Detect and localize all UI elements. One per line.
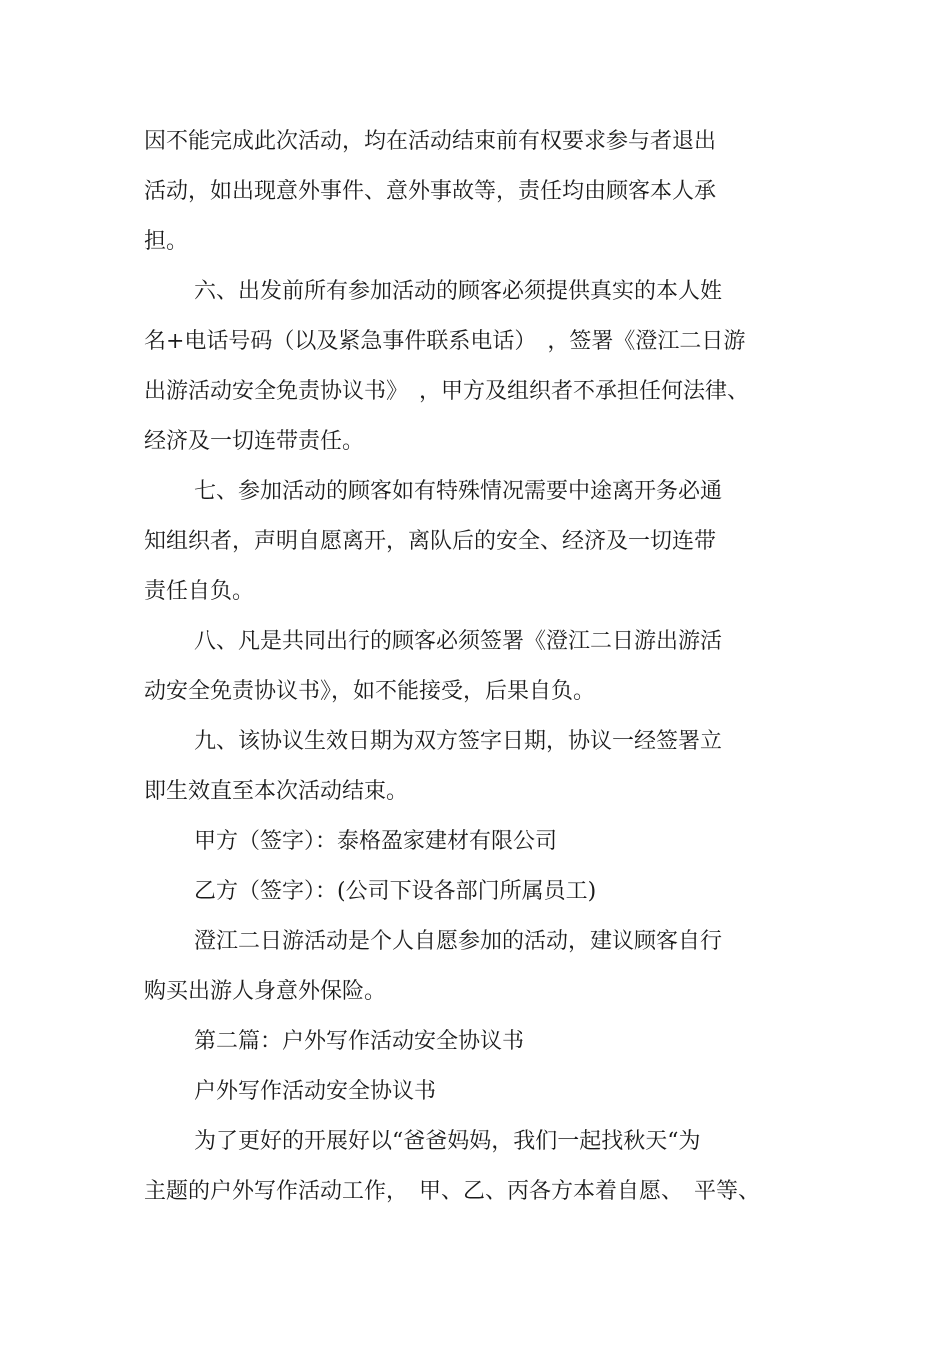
clause-eight-heading: 八、凡是共同出行的顾客必须签署《澄江二日游出游活 [194, 629, 723, 654]
text-line: 动安全免责协议书》，如不能接受，后果自负。 [144, 679, 596, 704]
clause-nine-heading: 九、该协议生效日期为双方签字日期，协议一经签署立 [194, 729, 723, 754]
text-line: 担。 [144, 229, 189, 254]
section-heading: 第二篇：户外写作活动安全协议书 [194, 1029, 525, 1054]
text-line: 活动，如出现意外事件、意外事故等，责任均由顾客本人承 [144, 179, 717, 204]
party-b-signature: 乙方（签字）：(公司下设各部门所属员工) [194, 879, 597, 904]
text-line: 主题的户外写作活动工作， 甲、乙、丙各方本着自愿、 平等、 [144, 1179, 761, 1204]
text-line: 责任自负。 [144, 579, 255, 604]
text-line: 经济及一切连带责任。 [144, 429, 365, 454]
text-line: 名+电话号码（以及紧急事件联系电话） ，签署《澄江二日游 [144, 329, 746, 354]
text-line: 即生效直至本次活动结束。 [144, 779, 409, 804]
text-line: 购买出游人身意外保险。 [144, 979, 387, 1004]
clause-seven-heading: 七、参加活动的顾客如有特殊情况需要中途离开务必通 [194, 479, 723, 504]
text-line: 出游活动安全免责协议书》 ，甲方及组织者不承担任何法律、 [144, 379, 750, 404]
text-line: 为了更好的开展好以“爸爸妈妈，我们一起找秋天“为 [194, 1129, 701, 1154]
text-line: 澄江二日游活动是个人自愿参加的活动，建议顾客自行 [194, 929, 723, 954]
party-a-signature: 甲方（签字）：泰格盈家建材有限公司 [194, 829, 558, 854]
clause-six-heading: 六、出发前所有参加活动的顾客必须提供真实的本人姓 [194, 279, 723, 304]
document-title: 户外写作活动安全协议书 [194, 1079, 437, 1104]
text-line: 知组织者，声明自愿离开，离队后的安全、经济及一切连带 [144, 529, 717, 554]
text-line: 因不能完成此次活动，均在活动结束前有权要求参与者退出 [144, 129, 717, 154]
